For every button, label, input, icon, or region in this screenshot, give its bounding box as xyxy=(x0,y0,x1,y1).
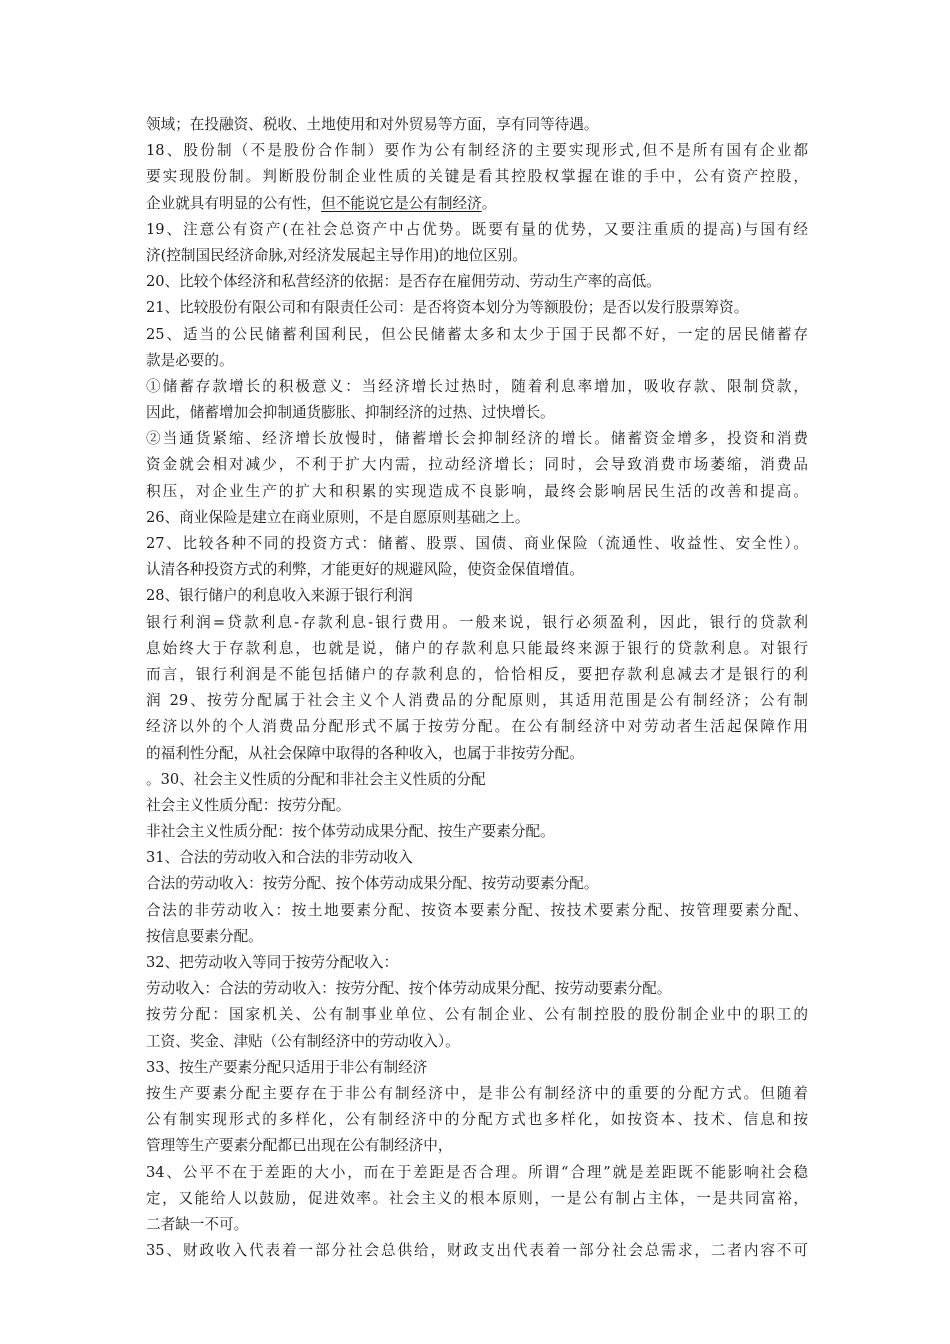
text-line-content: 按信息要素分配。 xyxy=(146,927,263,945)
text-line-content: 润 29、按劳分配属于社会主义个人消费品的分配原则，其适用范围是公有制经济；公有制 xyxy=(146,692,808,710)
text-line-content: 27、比较各种不同的投资方式：储蓄、股票、国债、商业保险（流通性、收益性、安全性）。 xyxy=(146,535,808,552)
text-line-content: 济(控制国民经济命脉,对经济发展起主导作用)的地位区别。 xyxy=(146,246,527,264)
text-line-content: 20、比较个体经济和私营经济的依据：是否存在雇佣劳动、劳动生产率的高低。 xyxy=(146,273,661,291)
text-line-content: 按生产要素分配主要存在于非公有制经济中，是非公有制经济中的重要的分配方式。但随着 xyxy=(146,1084,808,1102)
text-line-content: 认清各种投资方式的利弊，才能更好的规避风险，使资金保值增值。 xyxy=(146,561,584,579)
text-line-content: 要实现股份制。判断股份制企业性质的关键是看其控股权掌握在谁的手中，公有资产控股， xyxy=(146,168,808,186)
text-line xyxy=(146,505,808,531)
text-line xyxy=(146,793,808,819)
text-line-content: 企业就具有明显的公有性， xyxy=(146,194,322,212)
text-line-content: 二者缺一不可。 xyxy=(146,1215,249,1233)
text-line xyxy=(146,138,808,164)
text-line xyxy=(146,871,808,897)
text-line-content: 社会主义性质分配：按劳分配。 xyxy=(146,796,351,814)
text-line xyxy=(146,269,808,295)
text-line xyxy=(146,191,808,217)
text-line-content: 积压，对企业生产的扩大和积累的实现造成不良影响，最终会影响居民生活的改善和提高。 xyxy=(146,482,808,500)
text-line-content: 经济以外的个人消费品分配形式不属于按劳分配。在公有制经济中对劳动者生活起保障作用 xyxy=(146,718,808,736)
text-line-content: 21、比较股份有限公司和有限责任公司：是否将资本划分为等额股份；是否以发行股票筹资。 xyxy=(146,299,749,317)
text-line-content: 合法的劳动收入：按劳分配、按个体劳动成果分配、按劳动要素分配。 xyxy=(146,875,599,893)
text-line-content: 非社会主义性质分配：按个体劳动成果分配、按生产要素分配。 xyxy=(146,823,555,841)
text-line-content: 31、合法的劳动收入和合法的非劳动收入 xyxy=(146,849,413,867)
text-line xyxy=(146,479,808,505)
text-line-content: 33、按生产要素分配只适用于非公有制经济 xyxy=(146,1058,428,1076)
text-line-tail: 。 xyxy=(481,194,497,212)
text-line-content: 而言，银行利润是不能包括储户的存款利息的，恰恰相反，要把存款利息减去才是银行的利 xyxy=(146,665,808,683)
text-line xyxy=(146,819,808,845)
text-line xyxy=(146,741,808,767)
text-line xyxy=(146,1238,808,1264)
text-line-content: 合法的非劳动收入：按土地要素分配、按资本要素分配、按技术要素分配、按管理要素分配、 xyxy=(146,901,808,919)
text-line xyxy=(146,1186,808,1212)
text-line-content: 领域；在投融资、税收、土地使用和对外贸易等方面，享有同等待遇。 xyxy=(146,116,599,133)
text-line xyxy=(146,583,808,609)
text-line xyxy=(146,348,808,374)
text-line xyxy=(146,950,808,976)
text-line xyxy=(146,714,808,740)
text-line xyxy=(146,217,808,243)
text-line-content: 28、银行储户的利息收入来源于银行利润 xyxy=(146,587,413,605)
text-line xyxy=(146,1002,808,1028)
text-line xyxy=(146,112,808,138)
text-line xyxy=(146,976,808,1002)
text-line xyxy=(146,164,808,190)
text-line-content: 管理等生产要素分配都已出现在公有制经济中， xyxy=(146,1137,453,1155)
text-line-content: 34、公平不在于差距的大小，而在于差距是否合理。所谓“合理”就是差距既不能影响社会稳 xyxy=(146,1163,808,1181)
text-line xyxy=(146,688,808,714)
text-line xyxy=(146,1081,808,1107)
text-line xyxy=(146,322,808,348)
text-line-content: 按劳分配：国家机关、公有制事业单位、公有制企业、公有制控股的股份制企业中的职工的 xyxy=(146,1006,808,1024)
text-line xyxy=(146,1133,808,1159)
text-line-content: 。30、社会主义性质的分配和非社会主义性质的分配 xyxy=(146,770,486,788)
text-line xyxy=(146,1055,808,1081)
text-line xyxy=(146,767,808,793)
text-line-content: 25、适当的公民储蓄利国利民，但公民储蓄太多和太少于国于民都不好，一定的居民储蓄存 xyxy=(146,325,808,343)
text-line-content: 因此，储蓄增加会抑制通货膨胀、抑制经济的过热、过快增长。 xyxy=(146,404,555,422)
text-line-content: 的福利性分配，从社会保障中取得的各种收入，也属于非按劳分配。 xyxy=(146,744,584,762)
text-line-content: 资金就会相对减少，不利于扩大内需，拉动经济增长；同时，会导致消费市场萎缩，消费品 xyxy=(146,456,808,474)
text-line xyxy=(146,610,808,636)
text-line-content: 定，又能给人以鼓励，促进效率。社会主义的根本原则，一是公有制占主体，一是共同富裕， xyxy=(146,1189,808,1207)
text-line xyxy=(146,243,808,269)
text-line-content: 18、股份制（不是股份合作制）要作为公有制经济的主要实现形式,但不是所有国有企业都 xyxy=(146,142,808,160)
text-line xyxy=(146,924,808,950)
text-line-content: 款是必要的。 xyxy=(146,351,234,369)
text-line xyxy=(146,1160,808,1186)
text-line xyxy=(146,400,808,426)
text-line xyxy=(146,1107,808,1133)
text-line xyxy=(146,662,808,688)
text-line xyxy=(146,426,808,452)
text-line-content: 息始终大于存款利息，也就是说，储户的存款利息只能最终来源于银行的贷款利息。对银行 xyxy=(146,639,808,657)
text-line xyxy=(146,295,808,321)
text-line-content: ①储蓄存款增长的积极意义：当经济增长过热时，随着利息率增加，吸收存款、限制贷款， xyxy=(146,377,808,395)
text-line xyxy=(146,557,808,583)
underlined-phrase: 但不能说它是公有制经济 xyxy=(321,194,482,212)
text-line-content: 工资、奖金、津贴（公有制经济中的劳动收入）。 xyxy=(146,1032,460,1050)
text-line xyxy=(146,898,808,924)
text-line-content: 19、注意公有资产(在社会总资产中占优势。既要有量的优势，又要注重质的提高)与国有经 xyxy=(146,220,808,238)
text-line-content: 35、财政收入代表着一部分社会总供给，财政支出代表着一部分社会总需求，二者内容不可 xyxy=(146,1242,808,1260)
text-line xyxy=(146,374,808,400)
text-line-content: 26、商业保险是建立在商业原则，不是自愿原则基础之上。 xyxy=(146,508,530,526)
text-line xyxy=(146,1029,808,1055)
text-line xyxy=(146,1212,808,1238)
text-line xyxy=(146,531,808,557)
text-line xyxy=(146,452,808,478)
text-line-content: 32、把劳动收入等同于按劳分配收入： xyxy=(146,954,399,971)
text-line-content: ②当通货紧缩、经济增长放慢时，储蓄增长会抑制经济的增长。储蓄资金增多，投资和消费 xyxy=(146,430,808,448)
text-line-content: 银行利润=贷款利息-存款利息-银行费用。一般来说，银行必须盈利，因此，银行的贷款利 xyxy=(146,613,808,631)
text-line xyxy=(146,845,808,871)
document-body xyxy=(146,112,808,1264)
text-line-content: 劳动收入：合法的劳动收入：按劳分配、按个体劳动成果分配、按劳动要素分配。 xyxy=(146,980,672,998)
text-line-content: 公有制实现形式的多样化，公有制经济中的分配方式也多样化，如按资本、技术、信息和按 xyxy=(146,1111,808,1129)
text-line xyxy=(146,636,808,662)
